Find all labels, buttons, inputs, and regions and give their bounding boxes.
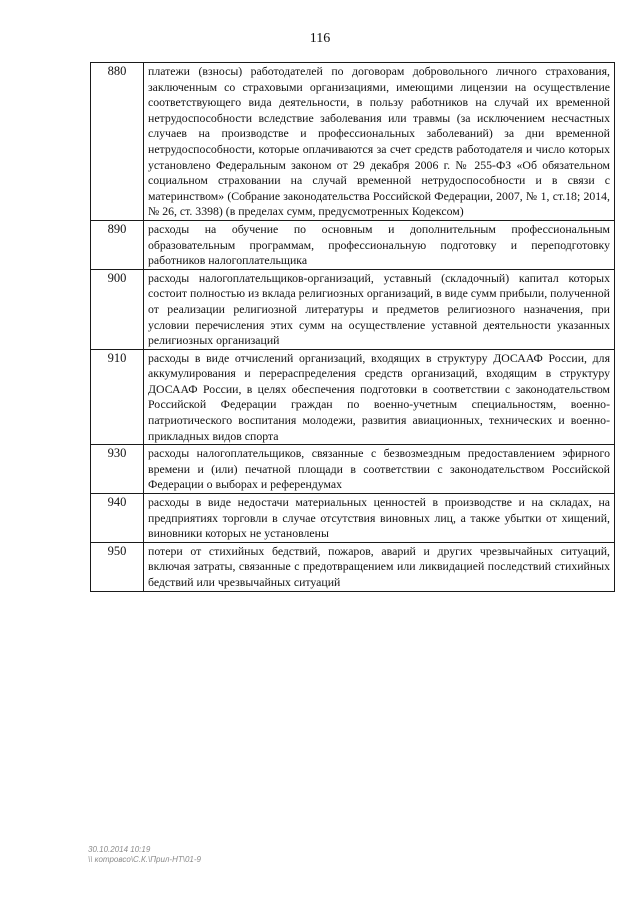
table-row [91, 542, 615, 591]
row-description: расходы налогоплательщиков-организаций, уставный (складочный) капитал которых состоит полностью из вклада религиозных организаций, в виде сумм прибыли, полученной от реализации религиозной литературы и предметов религиозного назначения, при условии перечисления этих сумм на осуществление уставной деятельности указанных религиозных организаций [144, 269, 615, 349]
table-row [91, 269, 615, 349]
table-row [91, 494, 615, 543]
footer-stamp [88, 845, 201, 865]
row-code: 890 [91, 220, 144, 269]
footer-timestamp: 30.10.2014 10:19 [88, 845, 151, 854]
row-code: 910 [91, 349, 144, 445]
row-code: 940 [91, 494, 144, 543]
row-description: потери от стихийных бедствий, пожаров, аварий и других чрезвычайных ситуаций, включая затраты, связанные с предотвращением или ликвидацией последствий стихийных бедствий или чрезвычайных ситуаций [144, 542, 615, 591]
table-row [91, 445, 615, 494]
row-description: расходы в виде недостачи материальных ценностей в производстве и на складах, на предприятиях торговли в случае отсутствия виновных лиц, а также убытки от хищений, виновники которых не установлены [144, 494, 615, 543]
row-description: расходы в виде отчислений организаций, входящих в структуру ДОСААФ России, для аккумулирования и перераспределения средств организаций, входящим в структуру ДОСААФ России, в целях обеспечения подготовки в соответствии с законодательством Российской Федерации граждан по военно-учетным специальностям, военно-патриотического воспитания молодежи, развития авиационных, технических и военно-прикладных видов спорта [144, 349, 615, 445]
row-description: расходы на обучение по основным и дополнительным профессиональным образовательным программам, профессиональную подготовку и переподготовку работников налогоплательщика [144, 220, 615, 269]
row-code: 900 [91, 269, 144, 349]
table-row [91, 349, 615, 445]
row-description: расходы налогоплательщиков, связанные с безвозмездным предоставлением эфирного времени и (или) печатной площади в соответствии с законодательством Российской Федерации о выборах и референдумах [144, 445, 615, 494]
page-number: 116 [309, 31, 331, 46]
footer-file-path: \\ котровсо\С.К.\Прил-НТ\01-9 [88, 855, 201, 864]
expense-codes-table [90, 62, 615, 592]
row-code: 880 [91, 63, 144, 221]
row-code: 950 [91, 542, 144, 591]
table-row [91, 220, 615, 269]
row-code: 930 [91, 445, 144, 494]
table-row [91, 63, 615, 221]
row-description: платежи (взносы) работодателей по договорам добровольного личного страхования, заключенным со страховыми организациями, имеющими лицензии на осуществление соответствующего вида деятельности, в пользу работников на случай их временной нетрудоспособности вследствие заболевания или травмы (за исключением несчастных случаев на производстве и профессиональных заболеваний) за дни временной нетрудоспособности, которые оплачиваются за счет средств работодателя и число которых установлено Федеральным законом от 29 декабря 2006 г. № 255-ФЗ «Об обязательном социальном страховании на случай временной нетрудоспособности и в связи с материнством» (Собрание законодательства Российской Федерации, 2007, № 1, ст.18; 2014, № 26, ст. 3398) (в пределах сумм, предусмотренных Кодексом) [144, 63, 615, 221]
